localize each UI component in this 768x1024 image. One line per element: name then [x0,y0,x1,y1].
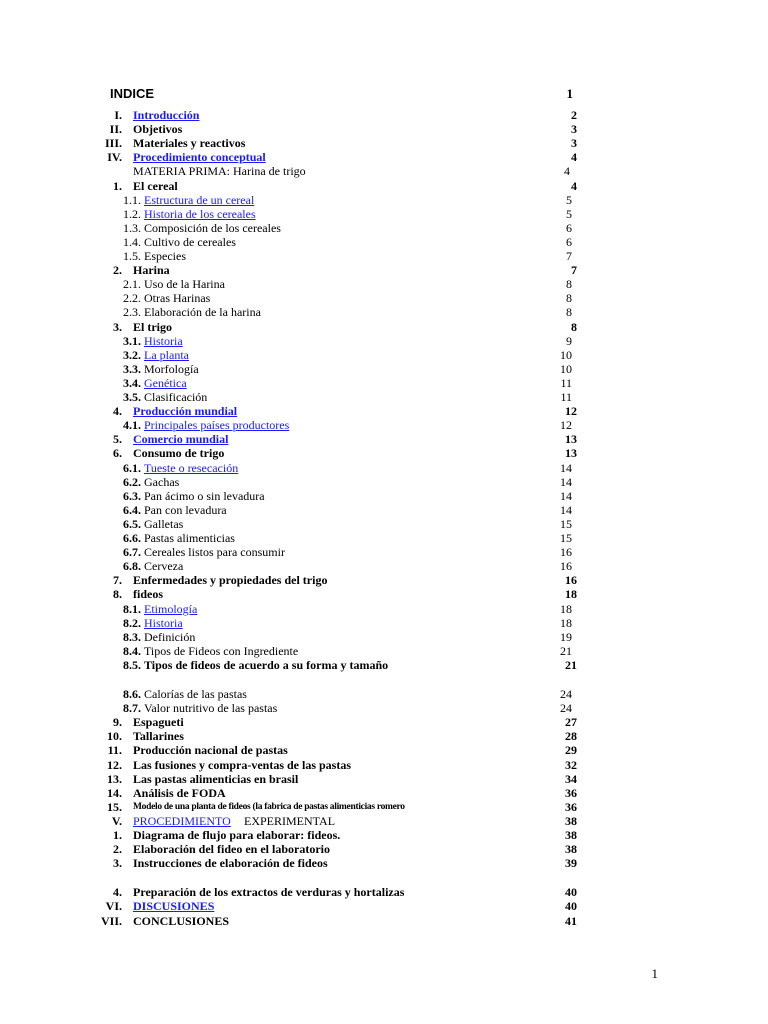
toc-entry [0,587,768,601]
toc-entry-page: 19 [560,629,572,644]
toc-entry [0,179,768,193]
toc-entry-number: 4.1. [123,418,141,433]
toc-entry-label: Las pastas alimenticias en brasil [133,771,299,786]
toc-entry-page: 11 [560,390,572,404]
toc-entry-label: Producción nacional de pastas [133,743,288,758]
toc-entry-number: 2.2. [123,291,141,306]
toc-entry-page: 32 [565,757,577,772]
toc-entry[interactable] [0,404,768,418]
toc-entry[interactable] [0,348,768,362]
toc-entry [0,291,768,305]
toc-entry [0,559,768,573]
toc-entry[interactable] [0,616,768,630]
toc-entry-label: Diagrama de flujo para elaborar: fideos. [133,828,341,842]
toc-entry [0,531,768,545]
toc-entry-number: 3. [113,319,122,334]
toc-entry [0,164,768,178]
toc-entry-link[interactable]: La planta [144,347,189,362]
toc-entry-page: 7 [571,263,577,278]
toc-entry-number: 10. [107,729,122,744]
toc-entry-page: 24 [560,701,572,716]
toc-entry-label: Uso de la Harina [144,277,225,292]
toc-entry-number: III. [104,136,122,151]
toc-entry-label: Especies [144,249,186,263]
toc-entry-number: 5. [113,432,122,447]
toc-entry [0,362,768,376]
toc-entry [0,573,768,587]
toc-entry-page: 7 [566,249,572,263]
toc-entry-page: 10 [560,361,572,376]
toc-entry-label: Valor nutritivo de las pastas [144,701,278,716]
toc-entry-number: 15. [107,799,122,814]
toc-entry-number: 6.6. [123,531,141,545]
toc-entry-page: 24 [560,687,572,701]
toc-entry-link[interactable]: Etimología [144,601,198,616]
toc-entry-label: El cereal [133,178,178,193]
toc-entry-label-suffix: EXPERIMENTAL [244,813,336,828]
toc-entry-page: 6 [566,220,572,235]
toc-entry [0,503,768,517]
toc-entry-label: Harina [133,263,170,278]
toc-entry[interactable] [0,814,768,828]
toc-entry-page: 4 [571,150,577,165]
toc-entry [0,305,768,319]
toc-entry [0,263,768,277]
toc-entry-page: 6 [566,234,572,249]
toc-entry-page: 18 [560,601,572,616]
toc-entry-page: 4 [564,164,570,179]
toc-entry-link[interactable]: Comercio mundial [133,432,229,447]
toc-entry-page: 5 [566,192,572,207]
toc-entry [0,517,768,531]
toc-entry-number: 1.1. [123,192,141,207]
toc-entry-label: Pastas alimenticias [144,531,235,545]
toc-entry[interactable] [0,376,768,390]
toc-entry [0,758,768,772]
toc-entry-page: 38 [565,813,577,828]
toc-entry-page: 34 [565,771,577,786]
toc-entry-page: 8 [566,277,572,292]
toc-entry-label: Objetivos [133,122,183,137]
toc-entry-number: 6.2. [123,474,141,489]
toc-entry-page: 40 [565,885,577,900]
toc-entry-page: 13 [565,446,577,461]
toc-entry [0,885,768,899]
toc-entry-number: 2. [113,842,122,857]
toc-entry[interactable] [0,899,768,913]
toc-entry-label: MATERIA PRIMA: Harina de trigo [133,164,306,179]
toc-entry [0,249,768,263]
toc-entry [0,489,768,503]
toc-entry-label: Elaboración de la harina [144,305,261,320]
toc-entry-label: Clasificación [144,390,208,404]
toc-entry-number: 3.2. [123,347,141,362]
toc-entry [0,658,768,672]
toc-entry-page: 5 [566,206,572,221]
toc-entry [0,800,768,814]
toc-entry [0,390,768,404]
toc-entry-page: 41 [565,913,577,928]
toc-entry-page: 40 [565,899,577,914]
toc-entry-number: 14. [107,785,122,800]
toc-entry-number: 1.5. [123,249,141,263]
toc-entry-number: 3.5. [123,390,141,404]
toc-entry-label: Gachas [144,474,180,489]
toc-entry-number: 2.1. [123,277,141,292]
toc-entry-number: 8. [113,587,122,602]
toc-entry-label: Modelo de una planta de fideos (la fabrica de pastas alimenticias romero [133,801,405,812]
toc-entry-link[interactable]: Procedimiento conceptual [133,150,266,165]
toc-entry-number: 2. [113,263,122,278]
toc-entry[interactable] [0,150,768,164]
toc-entry-number: 8.4. [123,643,141,658]
toc-entry-label: Pan con levadura [144,502,227,517]
toc-entry-link[interactable]: Historia [144,615,183,630]
toc-entry [0,630,768,644]
toc-entry[interactable] [0,461,768,475]
toc-entry-page: 21 [565,657,577,672]
toc-entry-label: Composición de los cereales [144,220,281,235]
toc-entry-number: IV. [107,150,122,165]
toc-entry-page: 12 [565,404,577,419]
toc-entry-link[interactable]: PROCEDIMIENTO [133,813,231,828]
toc-entry-number: 1. [113,828,122,842]
toc-entry-label: Espagueti [133,715,184,730]
toc-entry-label: Instrucciones de elaboración de fideos [133,856,328,871]
page-number-footer: 1 [651,966,658,981]
toc-entry-label: Tipos de fideos de acuerdo a su forma y tamaño [144,657,389,672]
toc-entry-page: 16 [560,545,572,560]
toc-entry-link[interactable]: Introducción [133,108,200,122]
toc-entry-number: 1.3. [123,220,141,235]
toc-entry[interactable] [0,418,768,432]
toc-entry-number: 1. [113,178,122,193]
toc-entry-page: 29 [565,743,577,758]
toc-entry-number: 6. [113,446,122,461]
toc-entry-page: 15 [560,516,572,531]
toc-entry-page: 8 [566,305,572,320]
toc-entry-number: 9. [113,715,122,730]
toc-entry-link[interactable]: Principales países productores [144,418,290,433]
toc-entry-label: Galletas [144,516,184,531]
toc-entry [0,122,768,136]
toc-title-page: 1 [566,86,573,101]
toc-entry [0,828,768,842]
toc-entry-number: 8.1. [123,601,141,616]
toc-entry-number: 8.3. [123,629,141,644]
toc-entry-page: 18 [560,615,572,630]
toc-entry-number: 1.4. [123,234,141,249]
toc-entry [0,715,768,729]
toc-entry-page: 12 [560,418,572,433]
toc-entry-link[interactable]: Tueste o resecación [144,460,239,475]
toc-entry-label: Preparación de los extractos de verduras y hortalizas [133,885,405,900]
toc-entry[interactable] [0,334,768,348]
toc-entry-label: Las fusiones y compra-ventas de las pastas [133,757,352,772]
toc-entry [0,235,768,249]
toc-entry-number: 1.2. [123,206,141,221]
toc-entry-number: VII. [100,913,122,928]
toc-entry-page: 15 [560,531,572,545]
toc-entry [0,786,768,800]
toc-entry-label: Calorías de las pastas [144,687,247,701]
toc-entry-number: 8.5. [123,657,141,672]
toc-entry-number: 3.3. [123,361,141,376]
toc-entry [0,320,768,334]
toc-entry-label: Tipos de Fideos con Ingrediente [144,643,299,658]
toc-entry-page: 16 [565,573,577,588]
toc-entry-page: 28 [565,729,577,744]
toc-entry-page: 21 [560,643,572,658]
toc-entry-link[interactable]: DISCUSIONES [133,899,215,914]
toc-entry-number: 3. [113,856,122,871]
toc-entry-page: 2 [571,108,577,122]
toc-title: INDICE [110,86,155,101]
toc-entry-page: 8 [571,319,577,334]
toc-entry [0,772,768,786]
toc-entry-page: 38 [565,828,577,842]
toc-entry [0,743,768,757]
toc-entry-number: 7. [113,573,122,588]
toc-entry-label: Cereales listos para consumir [144,545,285,560]
toc-entry-page: 13 [565,432,577,447]
toc-entry-page: 4 [571,178,577,193]
toc-entry-number: 8.2. [123,615,141,630]
toc-entry-page: 39 [565,856,577,871]
toc-entry-number: 6.4. [123,502,141,517]
toc-entry-page: 10 [560,347,572,362]
toc-entry-label: Análisis de FODA [133,785,226,800]
toc-entry [0,701,768,715]
toc-entry-label: Otras Harinas [144,291,211,306]
toc-entry-page: 36 [565,785,577,800]
toc-entry-label: Enfermedades y propiedades del trigo [133,573,328,588]
toc-entry-number: I. [114,108,122,122]
toc-entry [0,729,768,743]
toc-entry-label: Tallarines [133,729,184,744]
toc-entry-page: 36 [565,799,577,814]
toc-entry [0,687,768,701]
toc-entry-number: 6.7. [123,545,141,560]
toc-entry [0,136,768,150]
toc-entry-page: 9 [566,333,572,348]
toc-entry[interactable] [0,207,768,221]
toc-entry-number: 13. [107,771,122,786]
toc-entry [0,914,768,928]
toc-entry-label: Morfología [144,361,199,376]
toc-entry-label: Cerveza [144,559,184,574]
toc-entry [0,644,768,658]
toc-entry-link[interactable]: Historia [144,333,183,348]
toc-entry-label: Pan ácimo o sin levadura [144,488,265,503]
toc-entry-page: 18 [565,587,577,602]
toc-entry-number: 6.1. [123,460,141,475]
toc-entry-number: VI. [105,899,122,914]
toc-entry[interactable] [0,432,768,446]
toc-entry-page: 14 [560,502,572,517]
toc-entry-page: 3 [571,136,577,151]
toc-entry [0,842,768,856]
toc-entry[interactable] [0,602,768,616]
toc-entry-link[interactable]: Historia de los cereales [144,206,256,221]
toc-entry-link[interactable]: Producción mundial [133,404,238,419]
toc-entry-label: CONCLUSIONES [133,913,230,928]
toc-entry-page: 14 [560,460,572,475]
toc-entry [0,277,768,291]
toc-entry-label: Definición [144,629,196,644]
toc-entry-number: 2.3. [123,305,141,320]
toc-entry-label: Elaboración del fideo en el laboratorio [133,842,330,857]
toc-entry-number: 4. [113,404,122,419]
toc-entry-page: 14 [560,474,572,489]
toc-entry-label: Cultivo de cereales [144,234,236,249]
toc-entry [0,856,768,870]
toc-entry-number: 8.7. [123,701,141,716]
toc-entry-page: 3 [571,122,577,137]
toc-entry-label: fideos [133,587,163,602]
toc-entry-number: 4. [113,885,122,900]
toc-entry-number: V. [111,813,122,828]
toc-entry-number: II. [109,122,122,137]
toc-entry-number: 8.6. [123,687,141,701]
toc-entry-link[interactable]: Estructura de un cereal [144,192,255,207]
toc-entry [0,475,768,489]
toc-entry[interactable] [0,193,768,207]
toc-entry[interactable] [0,108,768,122]
toc-entry [0,545,768,559]
toc-entry [0,446,768,460]
toc-entry-page: 27 [565,715,577,730]
toc-entry-page: 8 [566,291,572,306]
toc-entry-number: 3.1. [123,333,141,348]
toc-entry-number: 6.3. [123,488,141,503]
toc-entry-page: 11 [560,375,572,390]
toc-entry-label: Materiales y reactivos [133,136,246,151]
toc-entry-number: 12. [107,757,122,772]
toc-entry-page: 38 [565,842,577,857]
toc-entry-number: 11. [107,743,122,758]
toc-entry [0,221,768,235]
toc-entry-link[interactable]: Genética [144,375,187,390]
toc-entry-number: 6.8. [123,559,141,574]
toc-entry-number: 6.5. [123,516,141,531]
toc-entry-label: El trigo [133,319,172,334]
toc-entry-label: Consumo de trigo [133,446,225,461]
toc-entry-page: 14 [560,488,572,503]
toc-entry-number: 3.4. [123,375,141,390]
toc-entry-page: 16 [560,559,572,574]
